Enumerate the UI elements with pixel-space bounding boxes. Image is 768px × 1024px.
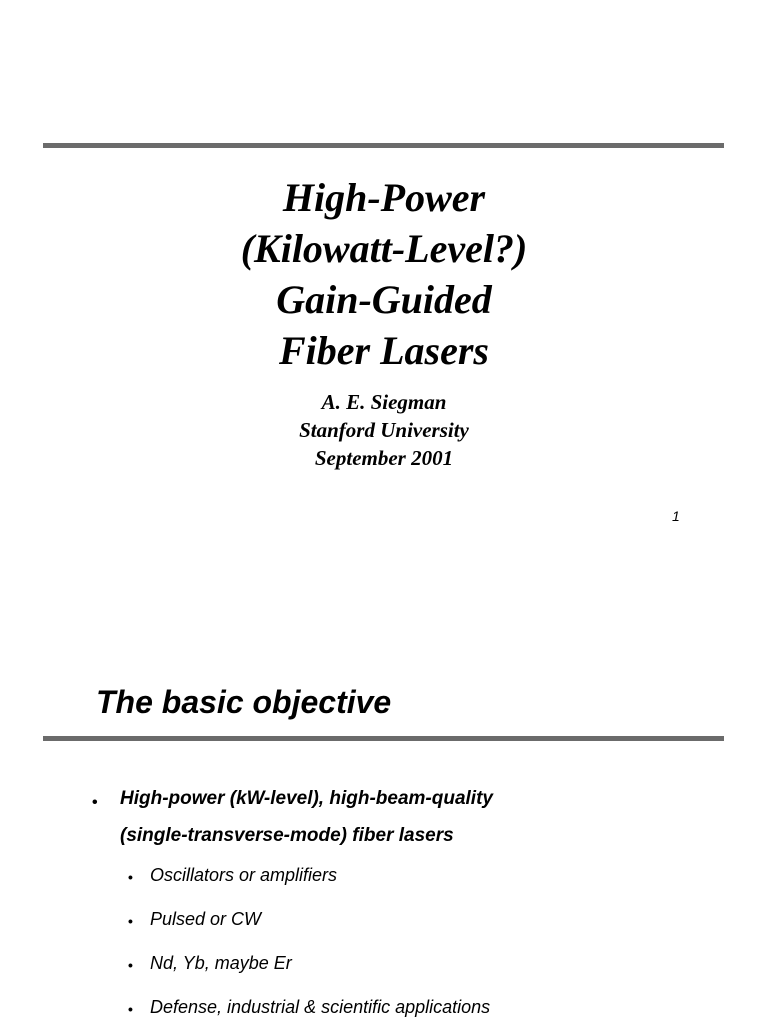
title-line-2: (Kilowatt-Level?) [240, 226, 528, 271]
slide2-title: The basic objective [96, 684, 392, 720]
slide-number: 1 [672, 508, 680, 524]
sub-bullet [128, 907, 710, 931]
sub-bullet-text: Oscillators or amplifiers [150, 865, 338, 885]
title-line-3: Gain-Guided [276, 277, 492, 322]
sub-bullet [128, 951, 710, 975]
sub-bullet-marker: • [128, 869, 133, 885]
sub-bullet-text: Defense, industrial & scientific applications [150, 997, 491, 1017]
main-bullet-line-1: High-power (kW-level), high-beam-quality [120, 788, 493, 809]
sub-bullet-text: Nd, Yb, maybe Er [150, 953, 292, 973]
author-affiliation: Stanford University [299, 418, 469, 442]
main-bullet-line-2: (single-transverse-mode) fiber lasers [120, 825, 454, 846]
main-bullet [92, 780, 680, 854]
top-divider [43, 143, 724, 148]
author-name: A. E. Siegman [321, 390, 447, 414]
slide1-title [0, 172, 768, 376]
sub-bullet-text: Pulsed or CW [150, 909, 262, 929]
title-line-1: High-Power [282, 175, 486, 220]
sub-bullet-marker: • [128, 957, 133, 973]
slide1-credits [0, 388, 768, 472]
presentation-date: September 2001 [314, 446, 454, 470]
sub-bullet-marker: • [128, 1001, 133, 1017]
bullet-marker: • [92, 794, 98, 811]
slide2-divider [43, 736, 724, 741]
sub-bullet-marker: • [128, 913, 133, 929]
sub-bullet [128, 995, 710, 1019]
title-line-4: Fiber Lasers [279, 328, 489, 373]
sub-bullet [128, 863, 710, 887]
